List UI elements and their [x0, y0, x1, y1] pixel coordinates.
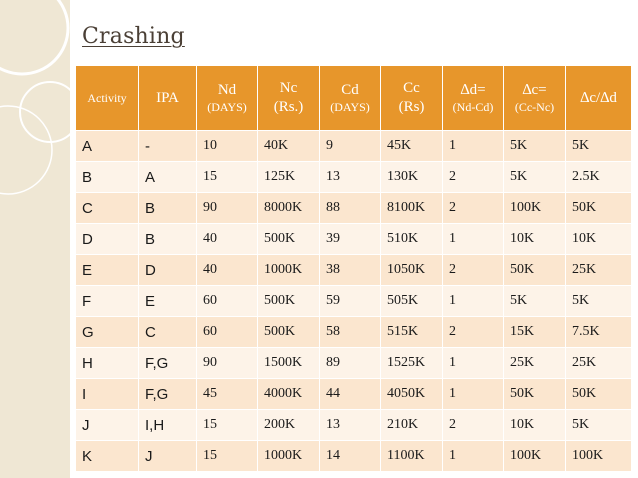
cell-ipa: -: [139, 131, 197, 162]
cell-cd: 39: [320, 224, 381, 255]
cell-nd: 15: [197, 162, 258, 193]
cell-activity: E: [76, 255, 139, 286]
table-body: [76, 131, 632, 472]
cell-cc: 515K: [381, 317, 443, 348]
table-row: [76, 193, 632, 224]
cell-delta-d: 1: [443, 224, 504, 255]
cell-activity: D: [76, 224, 139, 255]
slide-title: Crashing: [82, 24, 185, 49]
cell-nd: 90: [197, 193, 258, 224]
cell-nc: 40K: [258, 131, 320, 162]
table-row: [76, 224, 632, 255]
cell-nd: 10: [197, 131, 258, 162]
cell-ratio: 100K: [566, 441, 632, 472]
cell-ratio: 5K: [566, 286, 632, 317]
cell-ratio: 5K: [566, 131, 632, 162]
cell-nd: 60: [197, 286, 258, 317]
table-row: [76, 379, 632, 410]
cell-cc: 1050K: [381, 255, 443, 286]
header-delta-c: ∆c= (Cc-Nc): [504, 66, 566, 131]
cell-ipa: J: [139, 441, 197, 472]
cell-activity: K: [76, 441, 139, 472]
cell-delta-c: 100K: [504, 441, 566, 472]
cell-delta-d: 2: [443, 193, 504, 224]
cell-nd: 15: [197, 441, 258, 472]
header-cd: Cd (DAYS): [320, 66, 381, 131]
cell-cd: 38: [320, 255, 381, 286]
cell-nc: 500K: [258, 317, 320, 348]
cell-cd: 13: [320, 162, 381, 193]
cell-nc: 500K: [258, 286, 320, 317]
table-row: [76, 131, 632, 162]
cell-nc: 4000K: [258, 379, 320, 410]
cell-nd: 90: [197, 348, 258, 379]
cell-delta-d: 1: [443, 286, 504, 317]
cell-activity: J: [76, 410, 139, 441]
cell-nd: 40: [197, 224, 258, 255]
cell-delta-d: 2: [443, 317, 504, 348]
cell-nc: 1000K: [258, 255, 320, 286]
cell-cc: 210K: [381, 410, 443, 441]
cell-ratio: 5K: [566, 410, 632, 441]
cell-cd: 59: [320, 286, 381, 317]
cell-activity: F: [76, 286, 139, 317]
cell-delta-c: 10K: [504, 224, 566, 255]
cell-cd: 13: [320, 410, 381, 441]
cell-delta-c: 50K: [504, 255, 566, 286]
header-activity: Activity: [76, 66, 139, 131]
cell-delta-d: 1: [443, 379, 504, 410]
cell-delta-c: 50K: [504, 379, 566, 410]
cell-delta-c: 25K: [504, 348, 566, 379]
header-ipa: IPA: [139, 66, 197, 131]
cell-activity: A: [76, 131, 139, 162]
cell-nd: 15: [197, 410, 258, 441]
cell-cc: 130K: [381, 162, 443, 193]
cell-nc: 1000K: [258, 441, 320, 472]
cell-ipa: F,G: [139, 379, 197, 410]
cell-ipa: B: [139, 193, 197, 224]
cell-cc: 45K: [381, 131, 443, 162]
table-row: [76, 162, 632, 193]
cell-ratio: 7.5K: [566, 317, 632, 348]
cell-ipa: I,H: [139, 410, 197, 441]
table-row: [76, 441, 632, 472]
cell-activity: G: [76, 317, 139, 348]
cell-cd: 44: [320, 379, 381, 410]
table-row: [76, 255, 632, 286]
cell-ipa: A: [139, 162, 197, 193]
cell-delta-d: 1: [443, 441, 504, 472]
cell-delta-c: 5K: [504, 162, 566, 193]
cell-ratio: 50K: [566, 379, 632, 410]
cell-cd: 9: [320, 131, 381, 162]
cell-activity: B: [76, 162, 139, 193]
header-row: [76, 66, 632, 131]
cell-delta-d: 1: [443, 131, 504, 162]
cell-cd: 14: [320, 441, 381, 472]
cell-activity: H: [76, 348, 139, 379]
cell-ratio: 50K: [566, 193, 632, 224]
table-row: [76, 317, 632, 348]
table-row: [76, 286, 632, 317]
cell-cc: 1100K: [381, 441, 443, 472]
cell-activity: C: [76, 193, 139, 224]
cell-cc: 8100K: [381, 193, 443, 224]
cell-nc: 8000K: [258, 193, 320, 224]
cell-ipa: B: [139, 224, 197, 255]
cell-nc: 1500K: [258, 348, 320, 379]
cell-ratio: 2.5K: [566, 162, 632, 193]
header-ratio: ∆c/∆d: [566, 66, 632, 131]
cell-cc: 1525K: [381, 348, 443, 379]
crashing-table: [75, 65, 632, 472]
table-row: [76, 410, 632, 441]
cell-delta-d: 2: [443, 255, 504, 286]
cell-ratio: 10K: [566, 224, 632, 255]
table-row: [76, 348, 632, 379]
cell-delta-d: 1: [443, 348, 504, 379]
cell-delta-c: 15K: [504, 317, 566, 348]
cell-cc: 4050K: [381, 379, 443, 410]
cell-delta-d: 2: [443, 162, 504, 193]
cell-nd: 45: [197, 379, 258, 410]
cell-cd: 88: [320, 193, 381, 224]
cell-nd: 40: [197, 255, 258, 286]
cell-nc: 125K: [258, 162, 320, 193]
cell-ipa: D: [139, 255, 197, 286]
cell-nc: 500K: [258, 224, 320, 255]
header-delta-d: ∆d= (Nd-Cd): [443, 66, 504, 131]
cell-delta-d: 2: [443, 410, 504, 441]
cell-cd: 58: [320, 317, 381, 348]
cell-activity: I: [76, 379, 139, 410]
cell-ratio: 25K: [566, 255, 632, 286]
cell-delta-c: 100K: [504, 193, 566, 224]
cell-ipa: C: [139, 317, 197, 348]
cell-ratio: 25K: [566, 348, 632, 379]
cell-cd: 89: [320, 348, 381, 379]
header-nd: Nd (DAYS): [197, 66, 258, 131]
cell-delta-c: 5K: [504, 286, 566, 317]
header-nc: Nc (Rs.): [258, 66, 320, 131]
cell-cc: 510K: [381, 224, 443, 255]
cell-nd: 60: [197, 317, 258, 348]
cell-nc: 200K: [258, 410, 320, 441]
cell-delta-c: 5K: [504, 131, 566, 162]
cell-delta-c: 10K: [504, 410, 566, 441]
cell-ipa: F,G: [139, 348, 197, 379]
cell-ipa: E: [139, 286, 197, 317]
header-cc: Cc (Rs): [381, 66, 443, 131]
cell-cc: 505K: [381, 286, 443, 317]
